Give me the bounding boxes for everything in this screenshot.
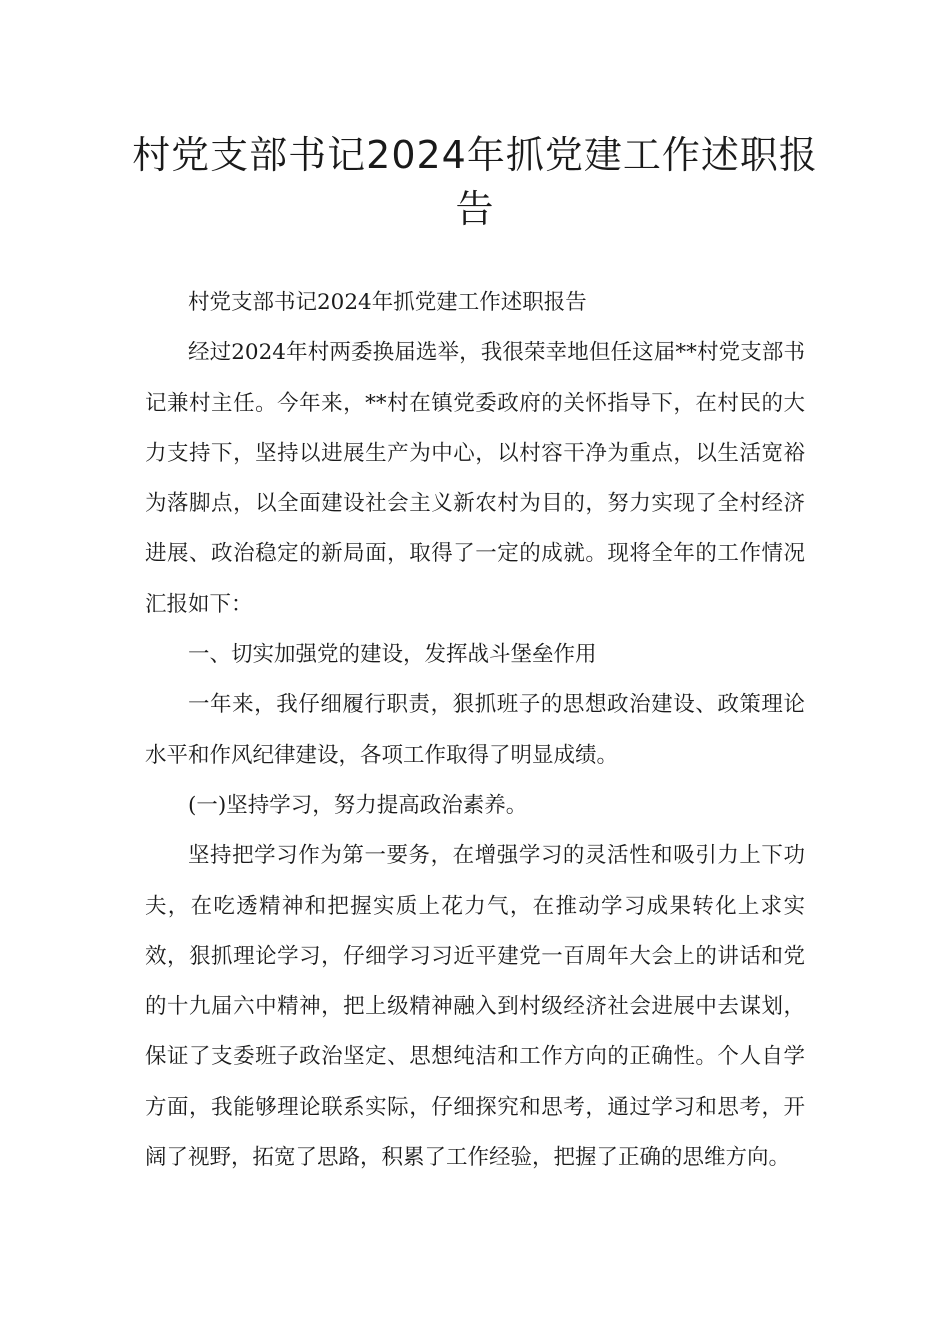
paragraph-section-1: 一年来，我仔细履行职责，狠抓班子的思想政治建设、政策理论水平和作风纪律建设，各项工作取得了明显成绩。	[145, 692, 805, 768]
subsection-heading-1: (一)坚持学习，努力提高政治素养。	[188, 792, 528, 818]
paragraph-subsection-1: 坚持把学习作为第一要务，在增强学习的灵活性和吸引力上下功夫，在吃透精神和把握实质上花力气，在推动学习成果转化上求实效，狠抓理论学习，仔细学习习近平建党一百周年大会上的讲话和党的十九届六中精神，把上级精神融入到村级经济社会进展中去谋划，保证了支委班子政治坚定、思想纯洁和工作方向的正确性。个人自学方面，我能够理论联系实际，仔细探究和思考，通过学习和思考，开阔了视野，拓宽了思路，积累了工作经验，把握了正确的思维方向。	[145, 843, 805, 1171]
document-title: 村党支部书记2024年抓党建工作述职报告	[132, 133, 818, 231]
paragraph-subtitle: 村党支部书记2024年抓党建工作述职报告	[188, 290, 587, 315]
paragraph-intro: 经过2024年村两委换届选举，我很荣幸地但任这届**村党支部书记兼村主任。今年来，**村在镇党委政府的关怀指导下，在村民的大力支持下，坚持以进展生产为中心，以村容干净为重点，以生活宽裕为落脚点，以全面建设社会主义新农村为目的，努力实现了全村经济进展、政治稳定的新局面，取得了一定的成就。现将全年的工作情况汇报如下：	[145, 340, 805, 617]
section-heading-1: 一、切实加强党的建设，发挥战斗堡垒作用	[188, 642, 597, 668]
document-body	[145, 278, 805, 1183]
